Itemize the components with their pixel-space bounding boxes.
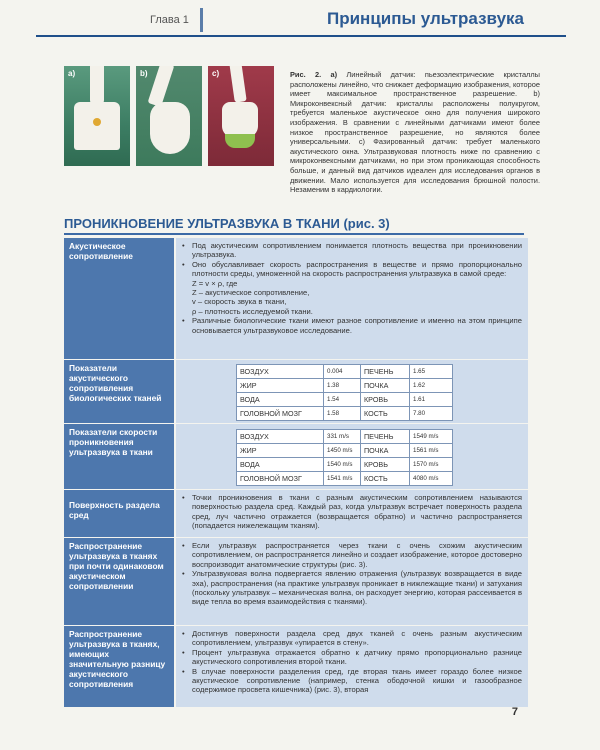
- bullet-text: • В случае поверхности разделения сред, где вторая ткань имеет гораздо более низкое акустическое сопротивление (например, стенка ободочной кишки и газообразное содержимое просвета кишечника) (рис. 3), вторая: [180, 667, 522, 695]
- section-title: ПРОНИКНОВЕНИЕ УЛЬТРАЗВУКА В ТКАНИ (рис. 3): [64, 216, 390, 231]
- table-cell: КОСТЬ: [361, 407, 410, 421]
- formula-line: ρ – плотность исследуемой ткани.: [192, 306, 313, 316]
- figure-caption: [290, 70, 540, 195]
- table-row: [237, 458, 453, 472]
- table-row: [237, 365, 453, 379]
- bullet-text: • Различные биологические ткани имеют разное сопротивление и именно на этом принципе основывается ультразвуковое исследование.: [180, 316, 522, 335]
- bullet-text: • Если ультразвук распространяется через ткани с очень схожим акустическим сопротивлением, он распространяется линейно и создает изображение, которое достоверно воспроизводит анатомические структуры (рис. 3).: [180, 541, 522, 569]
- phased-probe-cable: [229, 66, 246, 103]
- table-cell: ВОДА: [237, 393, 324, 407]
- page-number: 7: [511, 706, 518, 718]
- bullet-text: • Оно обуславливает скорость распространения в веществе и прямо пропорционально плотности среды, умноженной на скорость распространения ультразвука в самой среде:: [180, 260, 522, 279]
- row-label: Распространение ультразвука в тканях при почти одинаковом акустическом сопротивлении: [64, 538, 174, 626]
- table-cell: ЖИР: [237, 379, 324, 393]
- table-cell: ПОЧКА: [361, 444, 410, 458]
- caption-text: Линейный датчик: пьезоэлектрические кристаллы расположены линейно, что снижает деформацию изображения, которое имеет максимальное пространственное разрешение. b) Микроконвексный датчик: кристаллы расположены полукругом, требуется маленькое акустическое окно для получения широкого изображения. В сравнении с линейными датчиками имеют более низкое пространственное разрешение, но являются более универсальными. c) Фазированный датчик: требует маленького акустического окна. Ультразвуковая плотность ниже по сравнению с микроконвексными датчиками, но при этом проникающая способность больше, и данный вид датчиков идеален для исследования органов в движении. Мало используется для исследования брюшной полости. Незаменим в кардиологии.: [290, 70, 540, 195]
- phased-probe-head: [222, 102, 258, 138]
- table-cell: 4080 m/s: [410, 472, 453, 486]
- table-cell: ПЕЧЕНЬ: [361, 430, 410, 444]
- bullet-text: • Процент ультразвука отражается обратно к датчику прямо пропорционально разнице акустического сопротивления второй ткани.: [180, 648, 522, 667]
- probe-photos: [64, 66, 276, 166]
- section-rule: [64, 233, 524, 235]
- row-impedance-values: [64, 360, 528, 424]
- table-cell: ГОЛОВНОЙ МОЗГ: [237, 407, 324, 421]
- probe-logo-icon: [93, 118, 101, 126]
- table-cell: ПЕЧЕНЬ: [361, 365, 410, 379]
- row-speed-values: [64, 424, 528, 490]
- table-cell: 1541 m/s: [324, 472, 361, 486]
- table-cell: ВОДА: [237, 458, 324, 472]
- table-cell: 1.65: [410, 365, 453, 379]
- table-cell: ВОЗДУХ: [237, 430, 324, 444]
- bullet-text: • Точки проникновения в ткани с разным акустическим сопротивлением называются поверхностью раздела сред. Каждый раз, когда ультразвук встречает поверхность раздела сред, луч частично отражается (возвращается обратно) и частично распространяется (попадается нижележащим тканям).: [180, 493, 522, 531]
- row-content: [176, 626, 528, 708]
- page-header: [0, 0, 600, 40]
- table-cell: ГОЛОВНОЙ МОЗГ: [237, 472, 324, 486]
- row-content: [176, 238, 528, 360]
- table-cell: 7.80: [410, 407, 453, 421]
- header-divider: [200, 8, 203, 32]
- bullet-text: • Ультразвуковая волна подвергается явлению отражения (ультразвук возвращается в виде эха), распространения (на практике ультразвук проникает в нижлежащие ткани) и затухания (поскольку ультразвук – механическая волна, он расходует энергию, которая рассеивается в виде тепла во время взаимодействия с тканями).: [180, 569, 522, 607]
- table-cell: КРОВЬ: [361, 458, 410, 472]
- microconvex-probe-head: [150, 102, 190, 154]
- page-title: Принципы ультразвука: [327, 9, 524, 28]
- table-cell: 1570 m/s: [410, 458, 453, 472]
- table-cell: 1549 m/s: [410, 430, 453, 444]
- table-cell: 0.004: [324, 365, 361, 379]
- row-similar-impedance: [64, 538, 528, 626]
- bullet-text: • Достигнув поверхности раздела сред двух тканей с очень разным акустическим сопротивлением, ультразвук «упирается в стену».: [180, 629, 522, 648]
- table-row: [237, 407, 453, 421]
- table-cell: 1540 m/s: [324, 458, 361, 472]
- photo-linear-probe: [64, 66, 130, 166]
- table-cell: 1.54: [324, 393, 361, 407]
- row-label: Распространение ультразвука в тканях, имеющих значительную разницу акустического сопротивления: [64, 626, 174, 708]
- linear-probe-head: [74, 102, 120, 150]
- row-acoustic-impedance: [64, 238, 528, 360]
- row-label: Показатели скорости проникновения ультразвука в ткани: [64, 424, 174, 490]
- formula-line: v – скорость звука в ткани,: [192, 297, 287, 307]
- row-interface: [64, 490, 528, 538]
- photo-phased-probe: [208, 66, 274, 166]
- table-cell: 1450 m/s: [324, 444, 361, 458]
- chapter-label: Глава 1: [150, 14, 189, 26]
- impedance-table: [236, 364, 453, 421]
- table-cell: ВОЗДУХ: [237, 365, 324, 379]
- row-label: Акустическое сопротивление: [64, 238, 174, 360]
- row-content: [176, 360, 528, 424]
- caption-prefix: Рис. 2. a): [290, 70, 338, 79]
- photo-label-b: b): [140, 69, 148, 78]
- photo-label-a: a): [68, 69, 76, 78]
- table-row: [237, 393, 453, 407]
- row-label: Показатели акустического сопротивления биологических тканей: [64, 360, 174, 424]
- header-rule: [36, 35, 566, 37]
- table-cell: 1.58: [324, 407, 361, 421]
- table-row: [237, 444, 453, 458]
- table-cell: КРОВЬ: [361, 393, 410, 407]
- phased-probe-tip: [225, 134, 255, 148]
- row-content: [176, 490, 528, 538]
- table-row: [237, 430, 453, 444]
- table-cell: 1.61: [410, 393, 453, 407]
- table-cell: ПОЧКА: [361, 379, 410, 393]
- linear-probe-image: [90, 66, 104, 106]
- table-cell: 1561 m/s: [410, 444, 453, 458]
- table-row: [237, 379, 453, 393]
- speed-table: [236, 429, 453, 486]
- formula-line: Z = v × ρ, где: [192, 278, 238, 288]
- bullet-text: • Под акустическим сопротивлением понимается плотность вещества при проникновении ультразвука.: [180, 241, 522, 260]
- table-cell: КОСТЬ: [361, 472, 410, 486]
- row-different-impedance: [64, 626, 528, 708]
- formula-line: Z – акустическое сопротивление,: [192, 288, 310, 298]
- table-row: [237, 472, 453, 486]
- table-cell: 331 m/s: [324, 430, 361, 444]
- table-cell: 1.62: [410, 379, 453, 393]
- row-content: [176, 424, 528, 490]
- row-label: Поверхность раздела сред: [64, 490, 174, 538]
- row-content: [176, 538, 528, 626]
- table-cell: ЖИР: [237, 444, 324, 458]
- microconvex-probe-cable: [148, 66, 175, 107]
- photo-label-c: c): [212, 69, 220, 78]
- table-cell: 1.38: [324, 379, 361, 393]
- photo-microconvex-probe: [136, 66, 202, 166]
